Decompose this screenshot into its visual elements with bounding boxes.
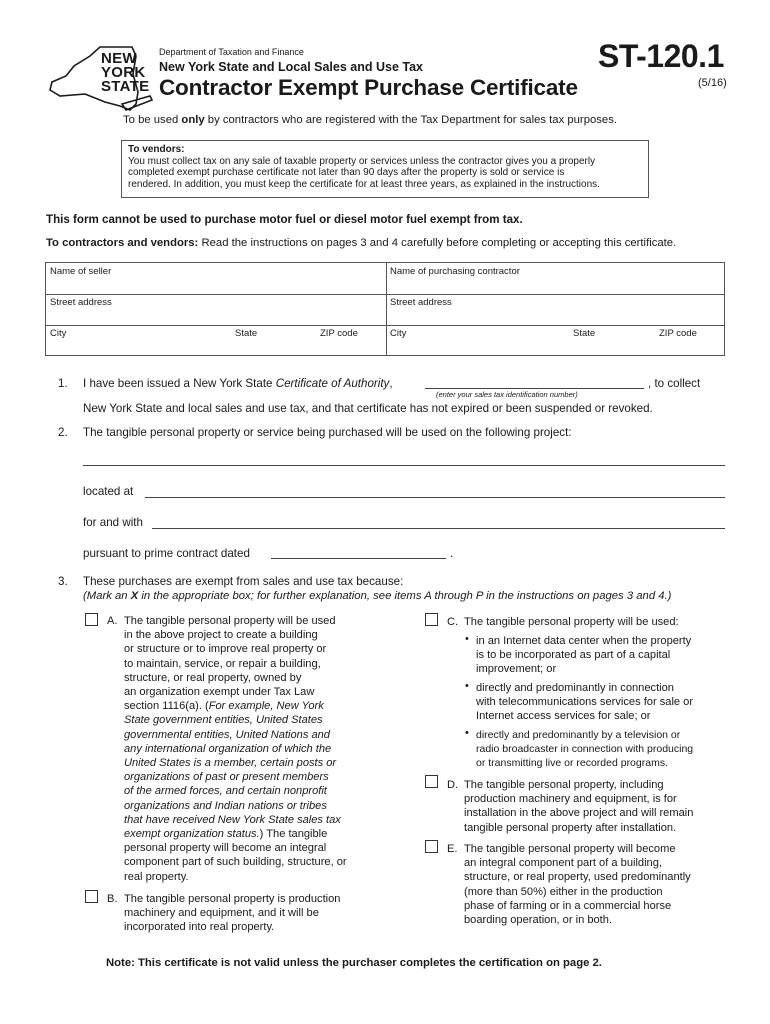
item3-instructions: (Mark an X in the appropriate box; for further explanation, see items A through P in the instructions on pages 3 and 4.)	[83, 590, 672, 602]
item1-text: I have been issued a New York State Certificate of Authority,	[83, 377, 393, 390]
option-c-bullet-1: in an Internet data center when the property is to be incorporated as part of a capital improvement; or	[476, 635, 692, 676]
option-c-letter: C.	[447, 616, 459, 628]
vendors-line: completed exempt purchase certificate not later than 90 days after the property is sold or service is	[128, 167, 565, 179]
seller-contractor-grid	[45, 262, 725, 356]
item2-text: The tangible personal property or service being purchased will be used on the following project:	[83, 426, 572, 439]
form-subtitle: New York State and Local Sales and Use Tax	[159, 60, 423, 74]
bullet: •	[465, 727, 469, 739]
option-c-checkbox[interactable]	[425, 613, 438, 626]
item1-suffix: , to collect	[648, 377, 701, 390]
located-at-line[interactable]	[145, 497, 725, 498]
sales-tax-id-line[interactable]	[425, 388, 644, 389]
for-and-with-line[interactable]	[152, 528, 725, 529]
contractor-zip-field[interactable]: ZIP code	[659, 328, 697, 339]
contractor-city-field[interactable]: City	[390, 328, 407, 339]
item1-text-line2: New York State and local sales and use tax, and that certificate has not expired or been suspended or revoked.	[83, 402, 653, 415]
vendors-notice-box	[121, 140, 649, 198]
item3-text: These purchases are exempt from sales and use tax because:	[83, 575, 404, 588]
located-at-label: located at	[83, 485, 134, 498]
option-a-letter: A.	[107, 615, 118, 627]
option-e-letter: E.	[447, 843, 458, 855]
usage-note: To be used only by contractors who are registered with the Tax Department for sales tax purposes.	[123, 114, 617, 126]
option-e-text: The tangible personal property will become an integral component part of a building, structure, or real property, used predominantly (more than 50%) either in the production phase of farming or in a commercial horse boarding operation, or in both.	[464, 843, 691, 927]
contractor-street-address-field[interactable]: Street address	[390, 297, 452, 308]
for-and-with-label: for and with	[83, 516, 143, 529]
option-a-text: The tangible personal property will be used in the above project to create a building or structure or to improve real property or to maintain, service, or repair a building, structure, or real property, owned by an organization exempt under Tax Law section 1116(a). (For example, New York State government entities, United States governmental entities, United Nations and any international organization of which the United States is a member, certain posts or organizations of past or present members of the armed forces, and certain nonprofit organizations and Indian nations or tribes that have received New York State sales tax exempt organization status.) The tangible personal property will become an integral component part of such building, structure, or real property.	[124, 615, 347, 883]
form-title: Contractor Exempt Purchase Certificate	[159, 75, 578, 100]
seller-state-field[interactable]: State	[235, 328, 258, 339]
department-name: Department of Taxation and Finance	[159, 47, 304, 57]
name-of-contractor-field[interactable]: Name of purchasing contractor	[390, 266, 520, 277]
contractors-instructions: To contractors and vendors: Read the instructions on pages 3 and 4 carefully before completing or accepting this certificate.	[46, 237, 677, 249]
certificate-validity-note: Note: This certificate is not valid unless the purchaser completes the certification on page 2.	[106, 957, 602, 969]
prime-contract-period: .	[450, 547, 454, 560]
logo-wordmark: NEW YORK STATE	[101, 50, 150, 95]
sales-tax-id-hint: (enter your sales tax identification number)	[436, 390, 578, 399]
vendors-line: rendered. In addition, you must keep the certificate for at least three years, as explained in the instructions.	[128, 178, 600, 190]
vendors-line: You must collect tax on any sale of taxable property or services unless the contractor gives you a properly	[128, 155, 596, 167]
contractor-state-field[interactable]: State	[573, 328, 596, 339]
item-number: 3.	[58, 575, 68, 588]
item-number: 1.	[58, 377, 68, 390]
name-of-seller-field[interactable]: Name of seller	[50, 266, 112, 277]
seller-zip-field[interactable]: ZIP code	[320, 328, 358, 339]
project-description-line[interactable]	[83, 465, 725, 466]
item-number: 2.	[58, 426, 68, 439]
prime-contract-date-line[interactable]	[271, 558, 446, 559]
seller-city-field[interactable]: City	[50, 328, 67, 339]
option-d-checkbox[interactable]	[425, 775, 438, 788]
option-c-bullet-3: directly and predominantly by a television or radio broadcaster in connection with producing or transmitting live or recorded programs.	[476, 729, 694, 769]
option-b-letter: B.	[107, 893, 118, 905]
option-e-checkbox[interactable]	[425, 840, 438, 853]
option-c-text: The tangible personal property will be used:	[464, 616, 679, 628]
bullet: •	[465, 633, 469, 645]
prime-contract-label: pursuant to prime contract dated	[83, 547, 250, 560]
option-d-text: The tangible personal property, including production machinery and equipment, is for installation in the above project and will remain tangible personal property after installation.	[464, 779, 694, 834]
option-a-checkbox[interactable]	[85, 613, 98, 626]
option-d-letter: D.	[447, 779, 459, 791]
bullet: •	[465, 680, 469, 692]
motor-fuel-warning: This form cannot be used to purchase motor fuel or diesel motor fuel exempt from tax.	[46, 213, 523, 226]
option-b-text: The tangible personal property is production machinery and equipment, and it will be incorporated into real property.	[124, 893, 341, 934]
option-b-checkbox[interactable]	[85, 890, 98, 903]
seller-street-address-field[interactable]: Street address	[50, 297, 112, 308]
form-id: ST-120.1	[598, 38, 724, 74]
option-c-bullet-2: directly and predominantly in connection with telecommunications services for sale or Internet access services for sale; or	[476, 682, 694, 723]
form-revision: (5/16)	[698, 77, 727, 89]
vendors-heading: To vendors:	[128, 144, 185, 155]
